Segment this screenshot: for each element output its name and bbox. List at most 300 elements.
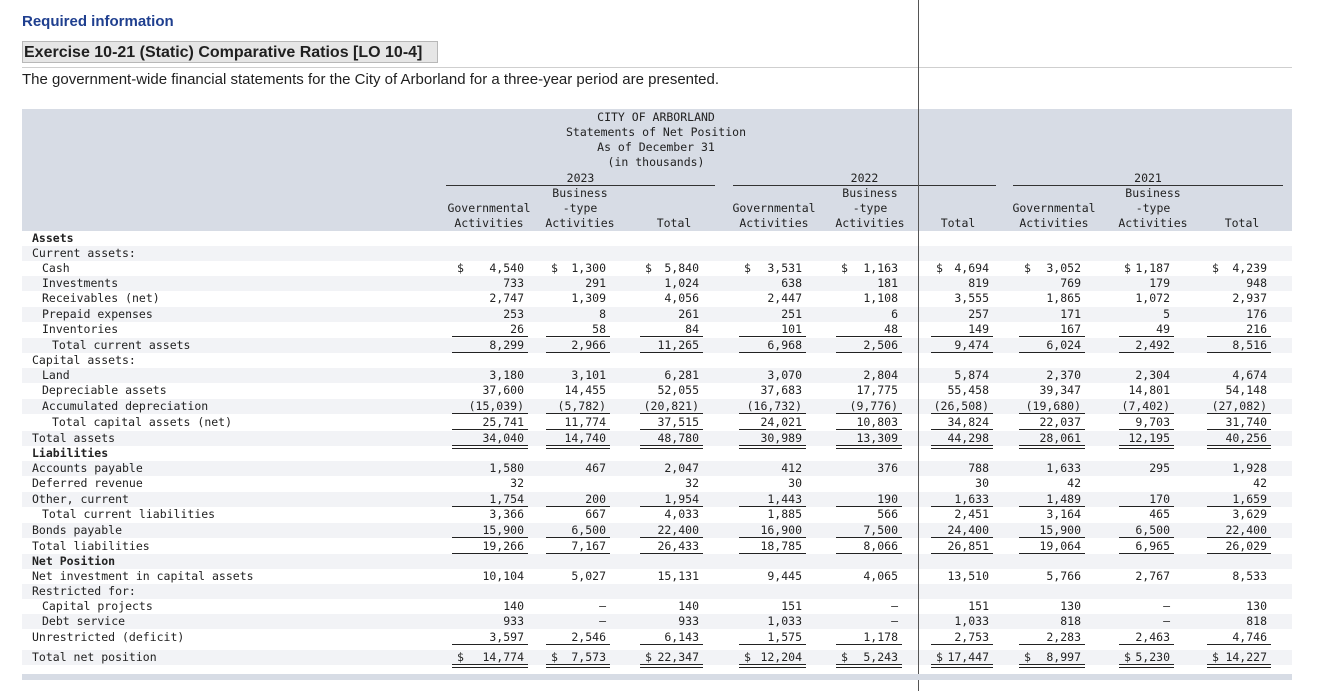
table-cell: 3,531 <box>767 261 802 275</box>
table-cell: 25,741 <box>482 415 524 429</box>
table-cell: 7,167 <box>571 539 606 553</box>
underline <box>546 352 610 353</box>
row-label: Restricted for: <box>32 584 136 598</box>
underline <box>452 352 528 353</box>
table-cell: 788 <box>968 461 989 475</box>
double-underline <box>546 664 610 668</box>
row-label: Liabilities <box>32 446 109 460</box>
underline <box>836 413 902 414</box>
underline <box>1207 336 1271 337</box>
row-stripe <box>22 584 1292 599</box>
underline <box>739 352 806 353</box>
currency-symbol: $ <box>841 650 848 664</box>
currency-symbol: $ <box>457 261 464 275</box>
row-label: Inventories <box>42 322 119 336</box>
row-label: Receivables (net) <box>42 291 160 305</box>
double-underline <box>739 664 806 668</box>
row-label: Cash <box>42 261 70 275</box>
col-header-total: Total <box>1224 216 1260 230</box>
table-cell: 667 <box>585 507 606 521</box>
table-cell: – <box>891 614 898 628</box>
table-cell: 26,433 <box>657 539 699 553</box>
table-cell: 130 <box>1060 599 1081 613</box>
table-cell: (15,039) <box>468 399 524 413</box>
row-label: Land <box>42 368 70 382</box>
table-cell: – <box>1163 614 1170 628</box>
col-header-bus: Business <box>842 186 898 200</box>
table-cell: 6,968 <box>767 338 802 352</box>
col-header-gov: Activities <box>1019 216 1089 230</box>
statement-title-line: (in thousands) <box>607 155 705 169</box>
underline <box>546 644 610 645</box>
underline <box>1119 537 1174 538</box>
currency-symbol: $ <box>1124 261 1131 275</box>
row-stripe <box>22 368 1292 383</box>
table-cell: 32 <box>510 476 524 490</box>
table-cell: 37,515 <box>657 415 699 429</box>
table-cell: 3,366 <box>489 507 524 521</box>
year-header: 2022 <box>850 171 879 185</box>
table-cell: (7,402) <box>1121 399 1170 413</box>
row-label: Accumulated depreciation <box>42 399 209 413</box>
col-header-bus: Activities <box>1118 216 1188 230</box>
table-cell: 4,694 <box>954 261 989 275</box>
row-label: Current assets: <box>32 246 136 260</box>
double-underline <box>739 445 806 449</box>
underline <box>931 413 993 414</box>
currency-symbol: $ <box>744 650 751 664</box>
table-cell: 17,775 <box>856 383 898 397</box>
underline <box>640 537 703 538</box>
double-underline <box>931 664 993 668</box>
required-information-heading: Required information <box>22 13 174 30</box>
table-cell: (5,782) <box>557 399 606 413</box>
financial-statement-table <box>22 109 1292 674</box>
table-cell: 3,180 <box>489 368 524 382</box>
table-cell: 412 <box>781 461 802 475</box>
table-cell: 3,101 <box>571 368 606 382</box>
table-cell: – <box>891 599 898 613</box>
col-header-gov: Governmental <box>447 201 531 215</box>
row-label: Total net position <box>32 650 157 664</box>
table-cell: 15,900 <box>1039 523 1081 537</box>
table-cell: 3,164 <box>1046 507 1081 521</box>
table-cell: 84 <box>685 322 699 336</box>
underline <box>931 352 993 353</box>
col-header-total: Total <box>940 216 976 230</box>
table-cell: 5,027 <box>571 569 606 583</box>
currency-symbol: $ <box>1024 650 1031 664</box>
table-cell: 14,774 <box>482 650 524 664</box>
double-underline <box>452 445 528 449</box>
row-label: Debt service <box>42 614 126 628</box>
row-label: Capital projects <box>42 599 153 613</box>
underline <box>1207 537 1271 538</box>
underline <box>640 413 703 414</box>
double-underline <box>452 664 528 668</box>
table-cell: 1,033 <box>767 614 802 628</box>
table-cell: 5,874 <box>954 368 989 382</box>
table-cell: (20,821) <box>643 399 699 413</box>
table-cell: 22,400 <box>657 523 699 537</box>
table-cell: 291 <box>585 276 606 290</box>
table-cell: 10,803 <box>856 415 898 429</box>
col-header-bus: -type <box>852 201 888 215</box>
row-label: Total capital assets (net) <box>52 415 233 429</box>
table-cell: 465 <box>1149 507 1170 521</box>
table-cell: 15,131 <box>657 569 699 583</box>
row-stripe <box>22 307 1292 322</box>
double-underline <box>836 445 902 449</box>
col-header-gov: Governmental <box>1012 201 1096 215</box>
row-stripe <box>22 554 1292 569</box>
table-cell: 1,633 <box>1046 461 1081 475</box>
underline <box>640 429 703 430</box>
col-header-bus: Business <box>1125 186 1181 200</box>
table-cell: 176 <box>1246 307 1267 321</box>
table-cell: 1,865 <box>1046 291 1081 305</box>
col-header-gov: Activities <box>739 216 809 230</box>
table-cell: 818 <box>1246 614 1267 628</box>
table-cell: 7,573 <box>571 650 606 664</box>
table-cell: 181 <box>877 276 898 290</box>
underline <box>1019 537 1085 538</box>
table-cell: 26,851 <box>947 539 989 553</box>
table-cell: 171 <box>1060 307 1081 321</box>
table-cell: 26 <box>510 322 524 336</box>
underline <box>1207 644 1271 645</box>
table-cell: 48,780 <box>657 431 699 445</box>
table-cell: 140 <box>678 599 699 613</box>
underline <box>1207 429 1271 430</box>
double-underline <box>640 445 703 449</box>
currency-symbol: $ <box>1212 650 1219 664</box>
table-cell: 130 <box>1246 599 1267 613</box>
currency-symbol: $ <box>1124 650 1131 664</box>
table-cell: 2,447 <box>767 291 802 305</box>
table-cell: 200 <box>585 492 606 506</box>
table-cell: 6,965 <box>1135 539 1170 553</box>
underline <box>931 537 993 538</box>
underline <box>739 413 806 414</box>
currency-symbol: $ <box>645 261 652 275</box>
table-cell: (19,680) <box>1025 399 1081 413</box>
underline <box>739 644 806 645</box>
table-cell: 11,774 <box>564 415 606 429</box>
table-cell: – <box>1163 599 1170 613</box>
table-cell: 1,443 <box>767 492 802 506</box>
table-cell: 48 <box>884 322 898 336</box>
table-cell: 3,629 <box>1232 507 1267 521</box>
table-cell: 31,740 <box>1225 415 1267 429</box>
table-cell: 54,148 <box>1225 383 1267 397</box>
divider <box>22 67 1292 68</box>
double-underline <box>546 445 610 449</box>
table-cell: 140 <box>503 599 524 613</box>
table-cell: 933 <box>503 614 524 628</box>
table-cell: 2,747 <box>489 291 524 305</box>
table-cell: 251 <box>781 307 802 321</box>
table-cell: 37,600 <box>482 383 524 397</box>
underline <box>452 644 528 645</box>
underline <box>1207 413 1271 414</box>
table-cell: 28,061 <box>1039 431 1081 445</box>
row-label: Other, current <box>32 492 129 506</box>
table-cell: 6,281 <box>664 368 699 382</box>
row-label: Unrestricted (deficit) <box>32 630 185 644</box>
col-header-bus: -type <box>1135 201 1171 215</box>
table-cell: 2,283 <box>1046 630 1081 644</box>
underline <box>931 336 993 337</box>
table-cell: 1,163 <box>863 261 898 275</box>
table-cell: 1,309 <box>571 291 606 305</box>
table-cell: 6 <box>891 307 898 321</box>
col-header-gov: Governmental <box>732 201 816 215</box>
table-cell: 1,928 <box>1232 461 1267 475</box>
underline <box>1019 413 1085 414</box>
underline <box>1019 336 1085 337</box>
row-label: Assets <box>32 231 74 245</box>
table-cell: 819 <box>968 276 989 290</box>
table-cell: 295 <box>1149 461 1170 475</box>
double-underline <box>640 664 703 668</box>
table-cell: 2,047 <box>664 461 699 475</box>
table-cell: 14,227 <box>1225 650 1267 664</box>
table-cell: 1,178 <box>863 630 898 644</box>
col-header-gov: Activities <box>454 216 524 230</box>
table-cell: 5,243 <box>863 650 898 664</box>
table-cell: 26,029 <box>1225 539 1267 553</box>
table-cell: 1,072 <box>1135 291 1170 305</box>
underline <box>931 644 993 645</box>
table-cell: 2,370 <box>1046 368 1081 382</box>
table-cell: 55,458 <box>947 383 989 397</box>
table-cell: 1,187 <box>1135 261 1170 275</box>
table-cell: 167 <box>1060 322 1081 336</box>
underline <box>739 429 806 430</box>
double-underline <box>931 445 993 449</box>
table-cell: 5,766 <box>1046 569 1081 583</box>
table-cell: (27,082) <box>1211 399 1267 413</box>
table-cell: 32 <box>685 476 699 490</box>
table-cell: 2,451 <box>954 507 989 521</box>
table-cell: 2,753 <box>954 630 989 644</box>
table-cell: – <box>599 614 606 628</box>
row-stripe <box>22 461 1292 476</box>
table-cell: 2,492 <box>1135 338 1170 352</box>
underline <box>640 644 703 645</box>
table-cell: 44,298 <box>947 431 989 445</box>
table-cell: (9,776) <box>849 399 898 413</box>
underline <box>452 429 528 430</box>
table-cell: 3,052 <box>1046 261 1081 275</box>
table-cell: – <box>599 599 606 613</box>
table-cell: 179 <box>1149 276 1170 290</box>
row-label: Capital assets: <box>32 353 136 367</box>
statement-title-line: CITY OF ARBORLAND <box>597 110 715 124</box>
table-cell: 257 <box>968 307 989 321</box>
table-cell: 1,575 <box>767 630 802 644</box>
double-underline <box>1119 445 1174 449</box>
table-cell: 1,300 <box>571 261 606 275</box>
currency-symbol: $ <box>645 650 652 664</box>
table-cell: 467 <box>585 461 606 475</box>
col-header-bus: -type <box>562 201 598 215</box>
table-cell: 2,937 <box>1232 291 1267 305</box>
table-cell: 376 <box>877 461 898 475</box>
underline <box>1119 336 1174 337</box>
table-cell: 19,266 <box>482 539 524 553</box>
table-cell: 4,065 <box>863 569 898 583</box>
currency-symbol: $ <box>936 261 943 275</box>
table-cell: 58 <box>592 322 606 336</box>
double-underline <box>1019 664 1085 668</box>
table-cell: 1,954 <box>664 492 699 506</box>
table-cell: 49 <box>1156 322 1170 336</box>
table-cell: 42 <box>1253 476 1267 490</box>
table-cell: 818 <box>1060 614 1081 628</box>
table-cell: 16,900 <box>760 523 802 537</box>
underline <box>836 537 902 538</box>
table-cell: 37,683 <box>760 383 802 397</box>
table-cell: 1,885 <box>767 507 802 521</box>
row-label: Accounts payable <box>32 461 143 475</box>
double-underline <box>836 664 902 668</box>
table-cell: 151 <box>781 599 802 613</box>
table-cell: 12,204 <box>760 650 802 664</box>
table-cell: 1,754 <box>489 492 524 506</box>
row-stripe <box>22 246 1292 261</box>
table-cell: 253 <box>503 307 524 321</box>
table-cell: 8,516 <box>1232 338 1267 352</box>
underline <box>452 537 528 538</box>
row-label: Investments <box>42 276 119 290</box>
table-cell: (26,508) <box>933 399 989 413</box>
underline <box>1119 352 1174 353</box>
row-label: Total current assets <box>52 338 191 352</box>
row-label: Bonds payable <box>32 523 123 537</box>
table-cell: 3,555 <box>954 291 989 305</box>
currency-symbol: $ <box>457 650 464 664</box>
col-header-total: Total <box>656 216 692 230</box>
underline <box>546 537 610 538</box>
underline <box>739 537 806 538</box>
table-cell: 2,304 <box>1135 368 1170 382</box>
currency-symbol: $ <box>841 261 848 275</box>
table-cell: 6,500 <box>1135 523 1170 537</box>
row-label: Net Position <box>32 554 116 568</box>
table-cell: 40,256 <box>1225 431 1267 445</box>
row-stripe <box>22 276 1292 291</box>
table-cell: 9,445 <box>767 569 802 583</box>
underline <box>640 336 703 337</box>
underline <box>452 336 528 337</box>
table-cell: (16,732) <box>746 399 802 413</box>
row-label: Total current liabilities <box>42 507 216 521</box>
underline <box>546 429 610 430</box>
table-cell: 566 <box>877 507 898 521</box>
table-cell: 19,064 <box>1039 539 1081 553</box>
underline <box>1119 429 1174 430</box>
table-cell: 42 <box>1067 476 1081 490</box>
double-underline <box>1207 445 1271 449</box>
row-stripe <box>22 614 1292 629</box>
double-underline <box>1119 664 1174 668</box>
currency-symbol: $ <box>551 650 558 664</box>
underline <box>1119 413 1174 414</box>
table-cell: 8,299 <box>489 338 524 352</box>
row-label: Deferred revenue <box>32 476 143 490</box>
table-cell: 1,024 <box>664 276 699 290</box>
table-cell: 13,309 <box>856 431 898 445</box>
table-cell: 6,500 <box>571 523 606 537</box>
table-cell: 9,703 <box>1135 415 1170 429</box>
underline <box>836 336 902 337</box>
table-cell: 4,674 <box>1232 368 1267 382</box>
table-cell: 9,474 <box>954 338 989 352</box>
table-cell: 149 <box>968 322 989 336</box>
table-cell: 22,400 <box>1225 523 1267 537</box>
table-cell: 5 <box>1163 307 1170 321</box>
underline <box>640 352 703 353</box>
double-underline <box>1019 445 1085 449</box>
table-cell: 638 <box>781 276 802 290</box>
table-cell: 151 <box>968 599 989 613</box>
table-cell: 10,104 <box>482 569 524 583</box>
table-cell: 2,506 <box>863 338 898 352</box>
table-cell: 22,037 <box>1039 415 1081 429</box>
table-cell: 13,510 <box>947 569 989 583</box>
table-cell: 22,347 <box>657 650 699 664</box>
table-cell: 4,540 <box>489 261 524 275</box>
table-cell: 2,966 <box>571 338 606 352</box>
table-cell: 1,108 <box>863 291 898 305</box>
table-cell: 769 <box>1060 276 1081 290</box>
table-cell: 5,840 <box>664 261 699 275</box>
year-header: 2021 <box>1134 171 1162 185</box>
table-cell: 170 <box>1149 492 1170 506</box>
table-cell: 52,055 <box>657 383 699 397</box>
double-underline <box>1207 664 1271 668</box>
underline <box>836 644 902 645</box>
underline <box>1019 429 1085 430</box>
table-cell: 24,021 <box>760 415 802 429</box>
table-cell: 39,347 <box>1039 383 1081 397</box>
table-cell: 101 <box>781 322 802 336</box>
table-cell: 4,239 <box>1232 261 1267 275</box>
table-cell: 3,070 <box>767 368 802 382</box>
table-cell: 34,040 <box>482 431 524 445</box>
table-cell: 18,785 <box>760 539 802 553</box>
underline <box>546 336 610 337</box>
table-cell: 30 <box>788 476 802 490</box>
table-cell: 1,033 <box>954 614 989 628</box>
table-cell: 2,463 <box>1135 630 1170 644</box>
table-cell: 733 <box>503 276 524 290</box>
table-cell: 14,801 <box>1128 383 1170 397</box>
table-cell: 14,740 <box>564 431 606 445</box>
row-label: Total liabilities <box>32 539 150 553</box>
table-cell: 8 <box>599 307 606 321</box>
table-cell: 4,033 <box>664 507 699 521</box>
col-header-bus: Activities <box>835 216 905 230</box>
col-header-bus: Activities <box>545 216 615 230</box>
year-header: 2023 <box>566 171 595 185</box>
underline <box>836 352 902 353</box>
table-cell: 216 <box>1246 322 1267 336</box>
table-cell: 3,597 <box>489 630 524 644</box>
table-cell: 34,824 <box>947 415 989 429</box>
